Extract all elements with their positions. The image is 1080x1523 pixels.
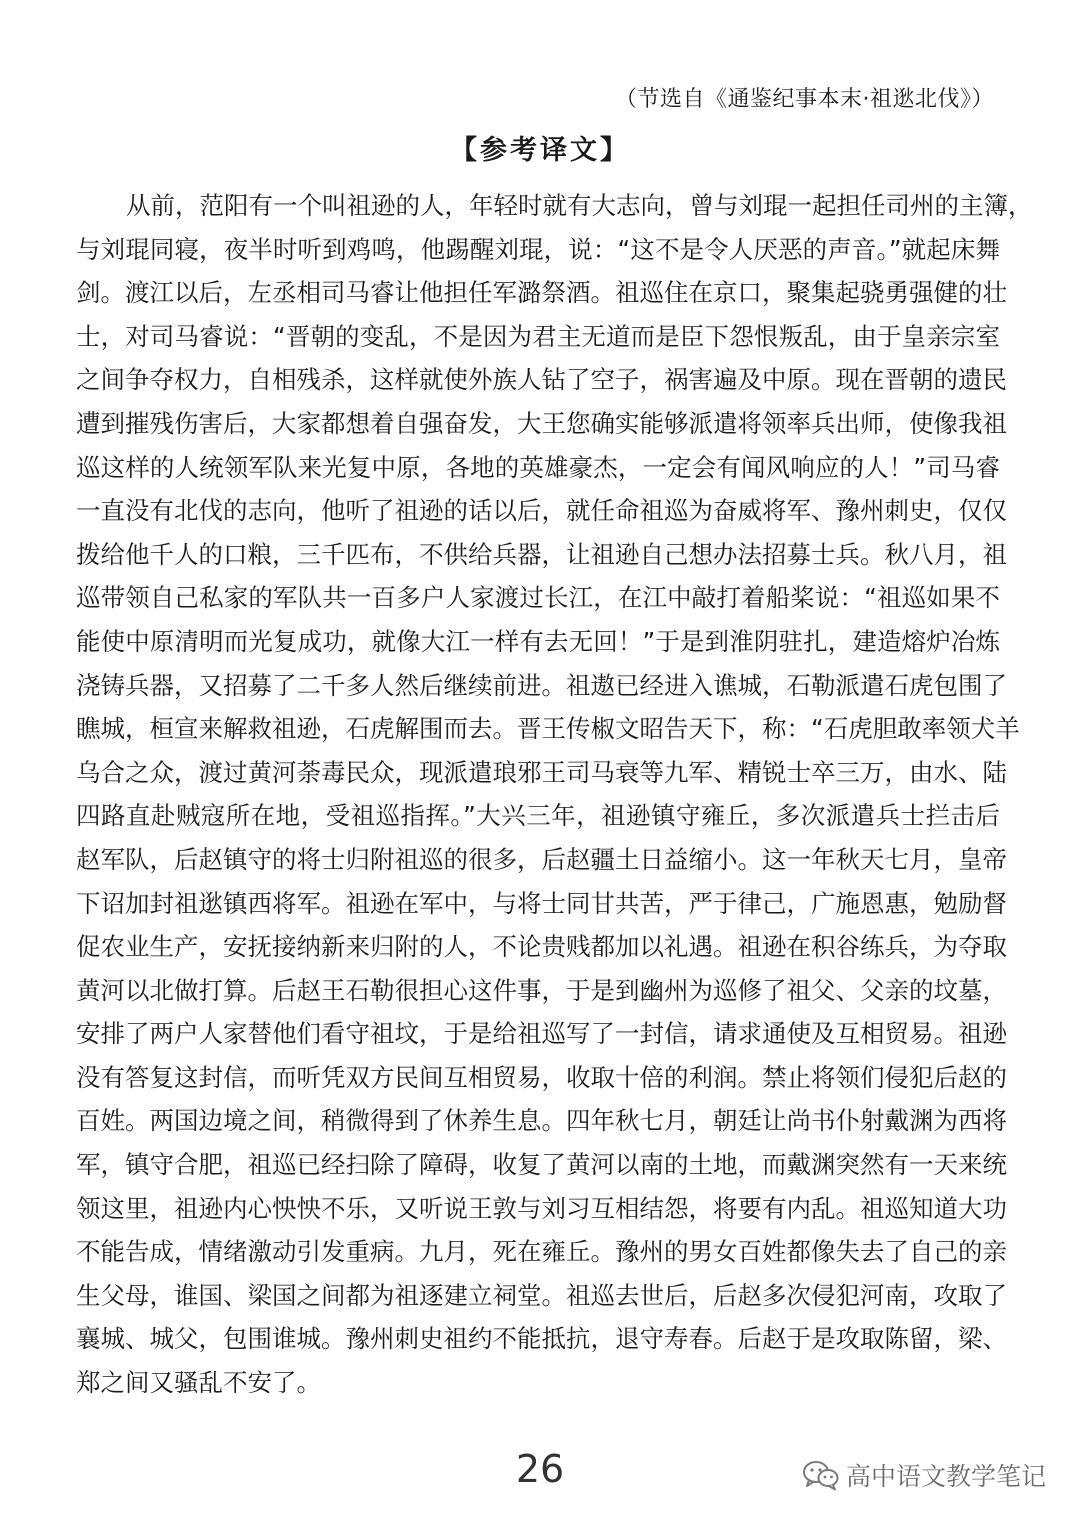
text-line: 没有答复这封信，而听凭双方民间互相贸易，收取十倍的利润。禁止将领们侵犯后赵的	[76, 1062, 1007, 1092]
text-line: 军，镇守合肥，祖巡已经扫除了障碍，收复了黄河以南的土地，而戴渊突然有一天来统	[76, 1150, 1007, 1180]
text-line: 黄河以北做打算。后赵王石勒很担心这件事，于是到幽州为巡修了祖父、父亲的坟墓，	[76, 975, 1007, 1005]
text-line: 襄城、城父，包围谁城。豫州刺史祖约不能抵抗，退守寿春。后赵于是攻取陈留，梁、	[76, 1324, 1007, 1354]
text-line: 促农业生产，安抚接纳新来归附的人，不论贵贱都加以礼遇。祖逊在积谷练兵，为夺取	[76, 932, 1007, 962]
text-line: 百姓。两国边境之间，稍微得到了休养生息。四年秋七月，朝廷让尚书仆射戴渊为西将	[76, 1106, 1007, 1136]
watermark	[802, 1457, 1046, 1493]
text-line: 郑之间又骚乱不安了。	[76, 1368, 321, 1398]
text-line: 生父母，谁国、梁国之间都为祖逐建立祠堂。祖巡去世后，后赵多次侵犯河南，攻取了	[76, 1280, 1007, 1310]
text-line: 安排了两户人家替他们看守祖坟，于是给祖巡写了一封信，请求通使及互相贸易。祖逊	[76, 1019, 1007, 1049]
wechat-icon	[802, 1459, 840, 1491]
text-line: 与刘琨同寝，夜半时听到鸡鸣，他踢醒刘琨，说：“这不是令人厌恶的声音。”就起床舞	[76, 234, 1000, 264]
text-line: 领这里，祖逊内心怏怏不乐，又听说王敦与刘习互相结怨，将要有内乱。祖巡知道大功	[76, 1193, 1007, 1223]
text-line: 下诏加封祖逖镇西将军。祖逊在军中，与将士同甘共苦，严于律己，广施恩惠，勉励督	[76, 888, 1007, 918]
text-line: 拨给他千人的口粮，三千匹布，不供给兵器，让祖逊自己想办法招募士兵。秋八月，祖	[76, 539, 1007, 569]
text-line: 浇铸兵器，又招募了二千多人然后继续前进。祖遨已经进入谯城，石勒派遣石虎包围了	[76, 670, 1007, 700]
text-line: 巡这样的人统领军队来光复中原，各地的英雄豪杰，一定会有闻风响应的人！”司马睿	[76, 452, 1000, 482]
text-line: 巡带领自己私家的军队共一百多户人家渡过长江，在江中敲打着船桨说：“祖巡如果不	[76, 583, 1000, 613]
text-line: 瞧城，桓宣来解救祖逊，石虎解围而去。晋王传椒文昭告天下，称：“石虎胆敢率领犬羊	[76, 714, 1020, 744]
text-line: 四路直赴贼寇所在地，受祖巡指挥。”大兴三年，祖逊镇守雍丘，多次派遣兵士拦击后	[76, 801, 1000, 831]
text-line: 一直没有北伐的志向，他听了祖逊的话以后，就任命祖巡为奋威将军、豫州刺史，仅仅	[76, 496, 1007, 526]
text-line: 士，对司马睿说：“晋朝的变乱，不是因为君主无道而是臣下怨恨叛乱，由于皇亲宗室	[76, 321, 1000, 351]
text-line: 剑。渡江以后，左丞相司马睿让他担任军潞祭酒。祖巡住在京口，聚集起骁勇强健的壮	[76, 278, 1007, 308]
text-line: 从前，范阳有一个叫祖逊的人，年轻时就有大志向，曾与刘琨一起担任司州的主簿，	[126, 191, 1033, 220]
watermark-text: 高中语文教学笔记	[845, 1462, 1046, 1491]
translation-paragraph	[76, 184, 1033, 1405]
text-line: 不能告成，情绪激动引发重病。九月，死在雍丘。豫州的男女百姓都像失去了自己的亲	[76, 1237, 1007, 1267]
text-line: 乌合之众，渡过黄河荼毒民众，现派遣琅邪王司马衰等九军、精锐士卒三万，由水、陆	[76, 757, 1007, 787]
page-number: 26	[515, 1447, 565, 1491]
section-heading: 【参考译文】	[450, 135, 630, 166]
source-note: （节选自《通鉴纪事本末·祖逖北伐》）	[615, 87, 994, 112]
text-line: 赵军队，后赵镇守的将士归附祖巡的很多，后赵疆土日益缩小。这一年秋天七月，皇帝	[76, 844, 1007, 874]
text-line: 之间争夺权力，自相残杀，这样就使外族人钻了空子，祸害遍及中原。现在晋朝的遗民	[76, 365, 1007, 395]
text-line: 能使中原清明而光复成功，就像大江一样有去无回！”于是到淮阴驻扎，建造熔炉冶炼	[76, 626, 1000, 656]
text-line: 遭到摧残伤害后，大家都想着自强奋发，大王您确实能够派遣将领率兵出师，使像我祖	[76, 408, 1007, 438]
